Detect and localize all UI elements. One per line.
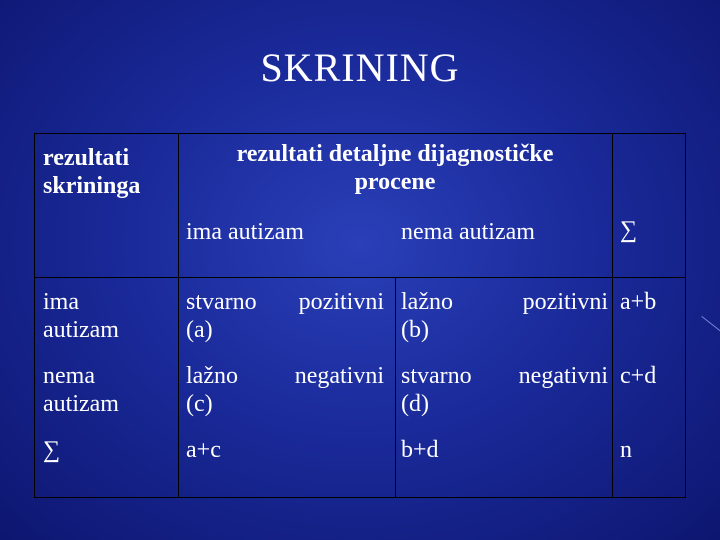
decorative-line (701, 316, 720, 335)
cell-true-positive (186, 288, 384, 344)
row-label-no-autism (43, 362, 175, 418)
cell-line: (c) (186, 391, 213, 417)
column-total: b+d (401, 437, 439, 463)
row-label-line: autizam (43, 317, 119, 343)
cell-line: (a) (186, 317, 213, 343)
row-total: c+d (620, 363, 657, 389)
cell-true-negative (401, 362, 608, 418)
slide-title: SKRINING (260, 45, 460, 90)
column-total: a+c (186, 437, 221, 463)
header-screening-results (43, 144, 175, 200)
cell-line: (b) (401, 317, 429, 343)
row-label-line: autizam (43, 391, 119, 417)
row-total: a+b (620, 289, 657, 315)
cell-line: stvarno pozitivni (186, 289, 384, 315)
row-label-has-autism (43, 288, 175, 344)
contingency-table (34, 133, 686, 498)
row-label-line: ima (43, 289, 79, 315)
cell-line: lažno pozitivni (401, 289, 608, 315)
header-line: skrininga (43, 173, 141, 199)
header-line: procene (354, 169, 436, 195)
subheader-has-autism: ima autizam (186, 219, 304, 245)
cell-line: (d) (401, 391, 429, 417)
cell-line: lažno negativni (186, 363, 384, 389)
grand-total: n (620, 437, 632, 463)
header-divider (35, 277, 685, 278)
row-label-sum: ∑ (43, 437, 61, 463)
header-diagnostic-results (180, 140, 610, 196)
row-label-line: nema (43, 363, 95, 389)
cell-false-negative (186, 362, 384, 418)
header-line: rezultati detaljne dijagnostičke (236, 141, 554, 167)
cell-false-positive (401, 288, 608, 344)
header-line: rezultati (43, 145, 130, 171)
subheader-no-autism: nema autizam (401, 219, 535, 245)
column-divider (395, 277, 396, 497)
column-divider (178, 134, 179, 497)
header-sum: ∑ (620, 217, 638, 243)
cell-line: stvarno negativni (401, 363, 608, 389)
column-divider (612, 134, 613, 497)
